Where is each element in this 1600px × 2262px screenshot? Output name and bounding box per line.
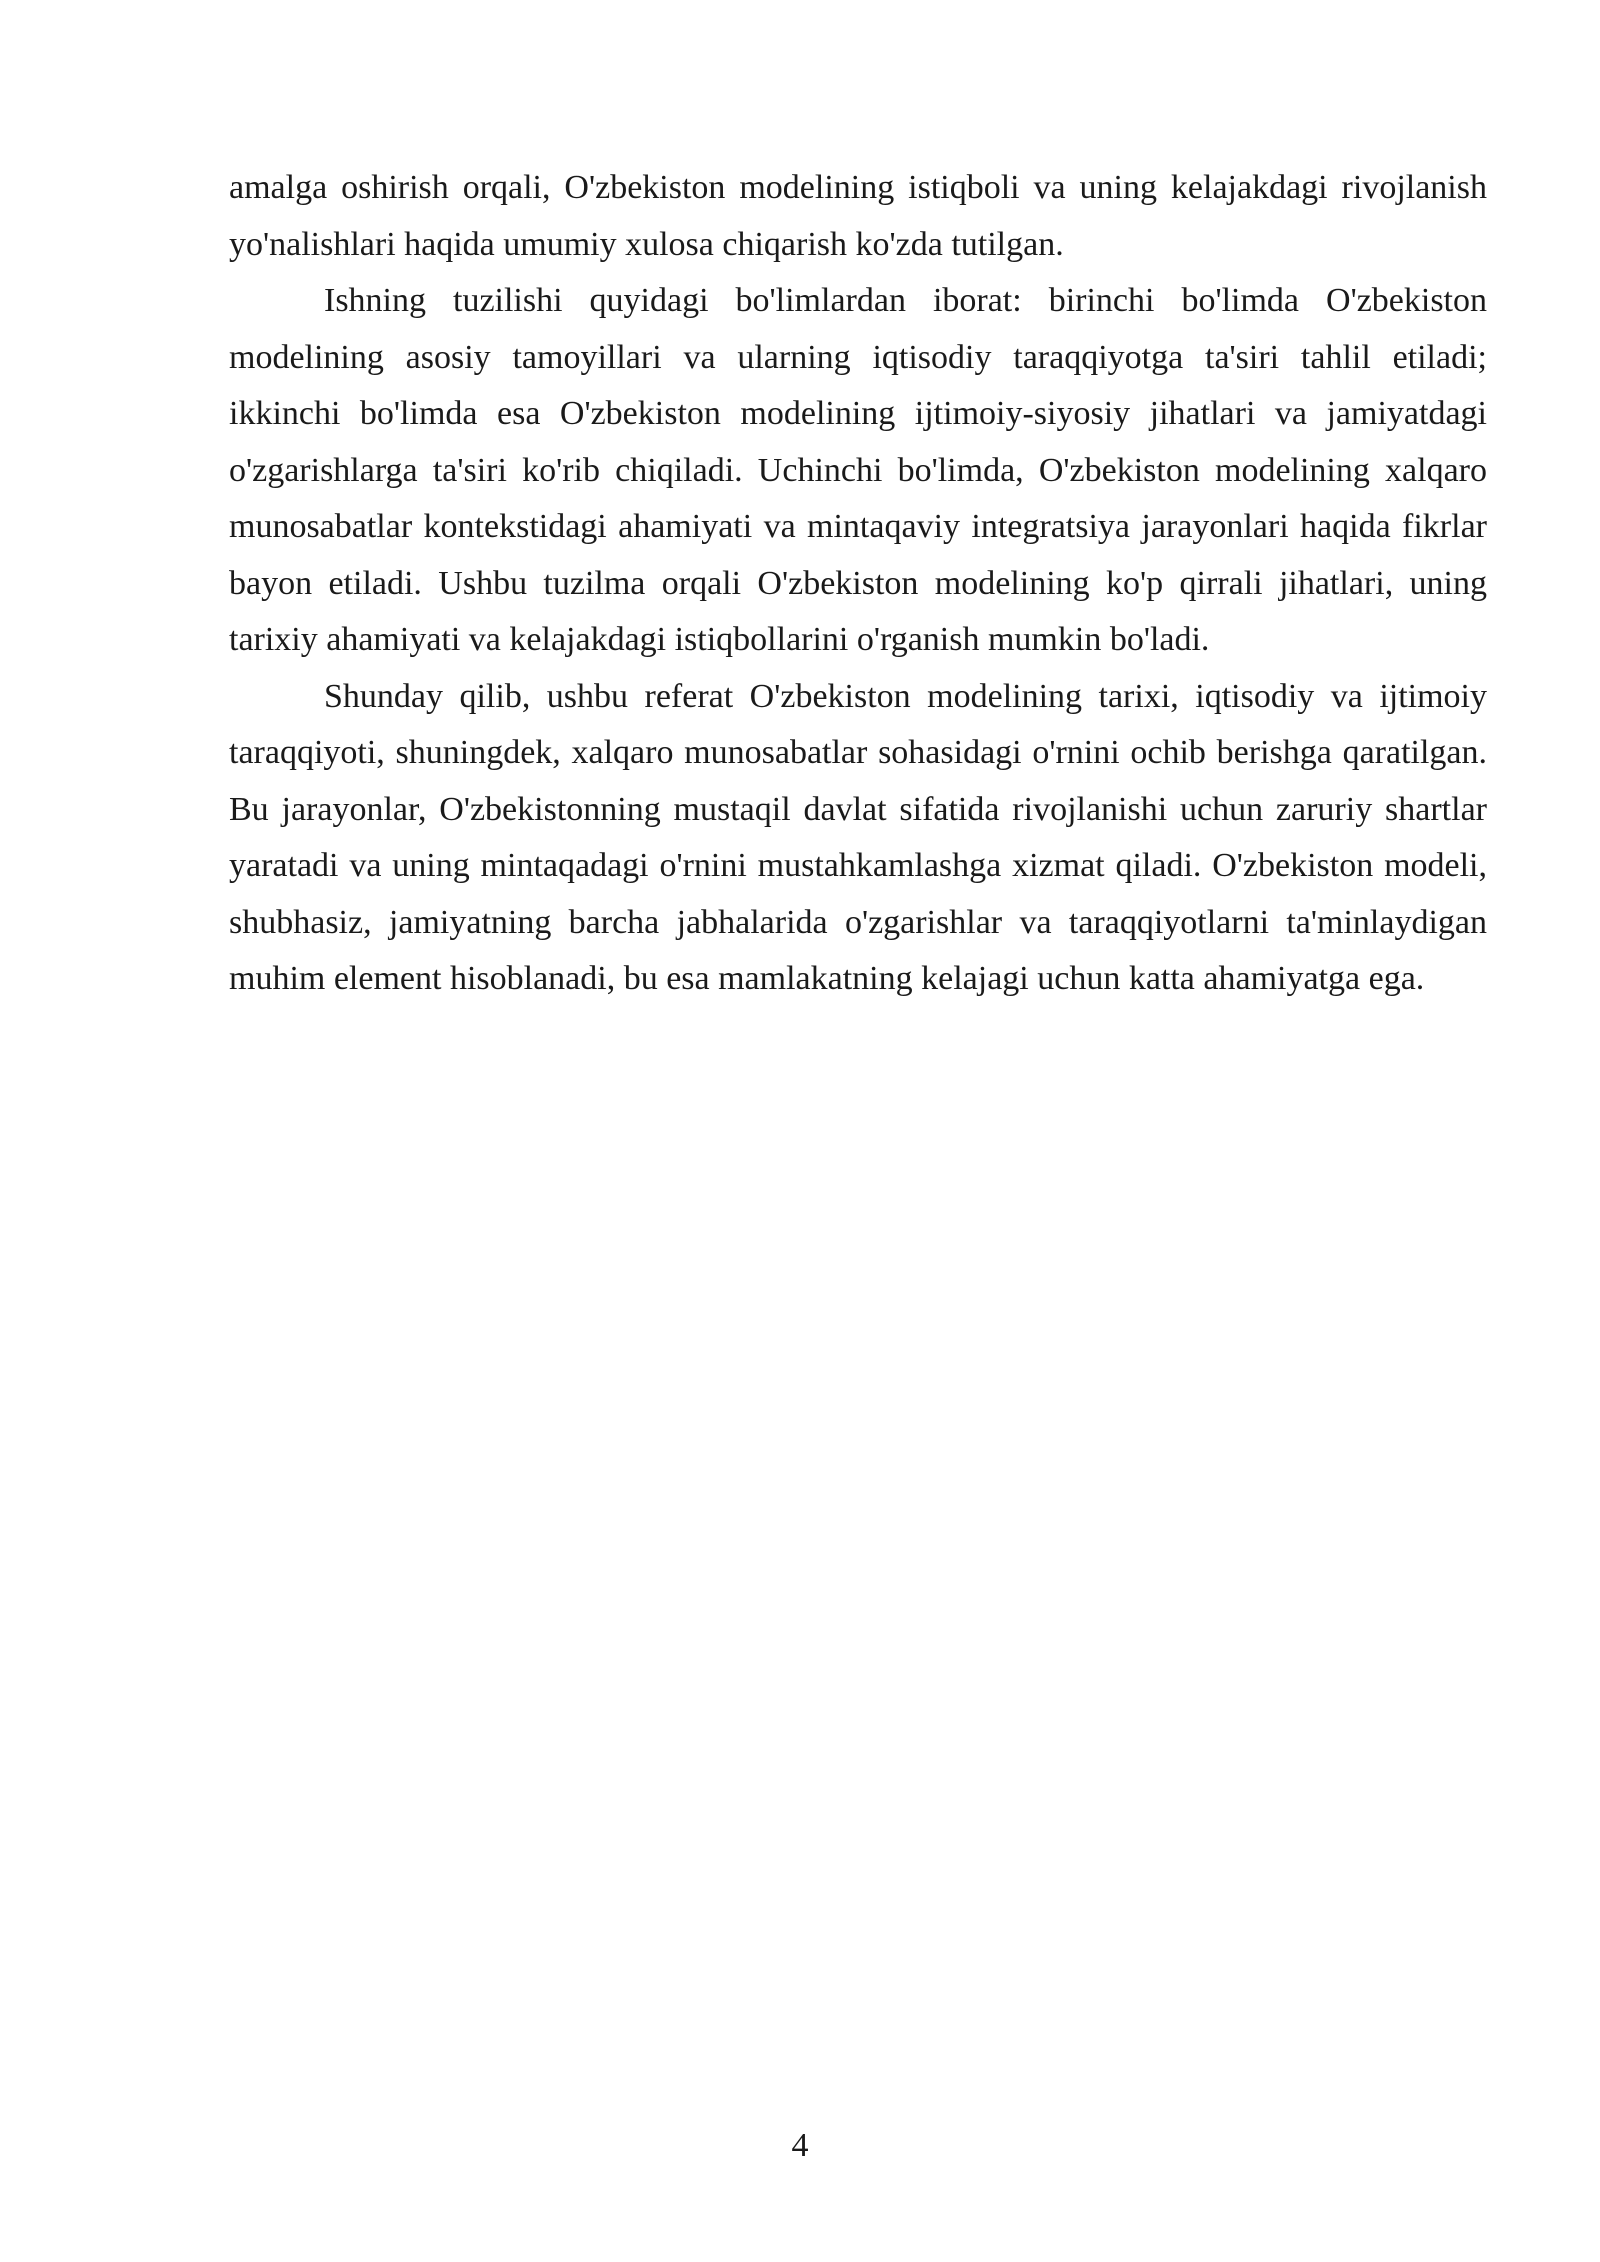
body-text xyxy=(229,160,1487,1008)
page-number: 4 xyxy=(791,2127,809,2164)
paragraph-continuation: amalga oshirish orqali, O'zbekiston modelining istiqboli va uning kelajakdagi rivojlanish yo'nalishlari haqida umumiy xulosa chiqarish ko'zda tutilgan. xyxy=(229,169,1487,263)
paragraph-structure: Ishning tuzilishi quyidagi bo'limlardan iborat: birinchi bo'limda O'zbekiston modelining asosiy tamoyillari va ularning iqtisodiy taraqqiyotga ta'siri tahlil etiladi; ikkinchi bo'limda esa O'zbekiston modelining ijtimoiy-siyosiy jihatlari va jamiyatdagi o'zgarishlarga ta'siri ko'rib chiqiladi. Uchinchi bo'limda, O'zbekiston modelining xalqaro munosabatlar kontekstidagi ahamiyati va mintaqaviy integratsiya jarayonlari haqida fikrlar bayon etiladi. Ushbu tuzilma orqali O'zbekiston modelining ko'p qirrali jihatlari, uning tarixiy ahamiyati va kelajakdagi istiqbollarini o'rganish mumkin bo'ladi. xyxy=(229,282,1487,658)
paragraph-conclusion: Shunday qilib, ushbu referat O'zbekiston modelining tarixi, iqtisodiy va ijtimoiy taraqqiyoti, shuningdek, xalqaro munosabatlar sohasidagi o'rnini ochib berishga qaratilgan. Bu jarayonlar, O'zbekistonning mustaqil davlat sifatida rivojlanishi uchun zaruriy shartlar yaratadi va uning mintaqadagi o'rnini mustahkamlashga xizmat qiladi. O'zbekiston modeli, shubhasiz, jamiyatning barcha jabhalarida o'zgarishlar va taraqqiyotlarni ta'minlaydigan muhim element hisoblanadi, bu esa mamlakatning kelajagi uchun katta ahamiyatga ega. xyxy=(229,677,1487,997)
